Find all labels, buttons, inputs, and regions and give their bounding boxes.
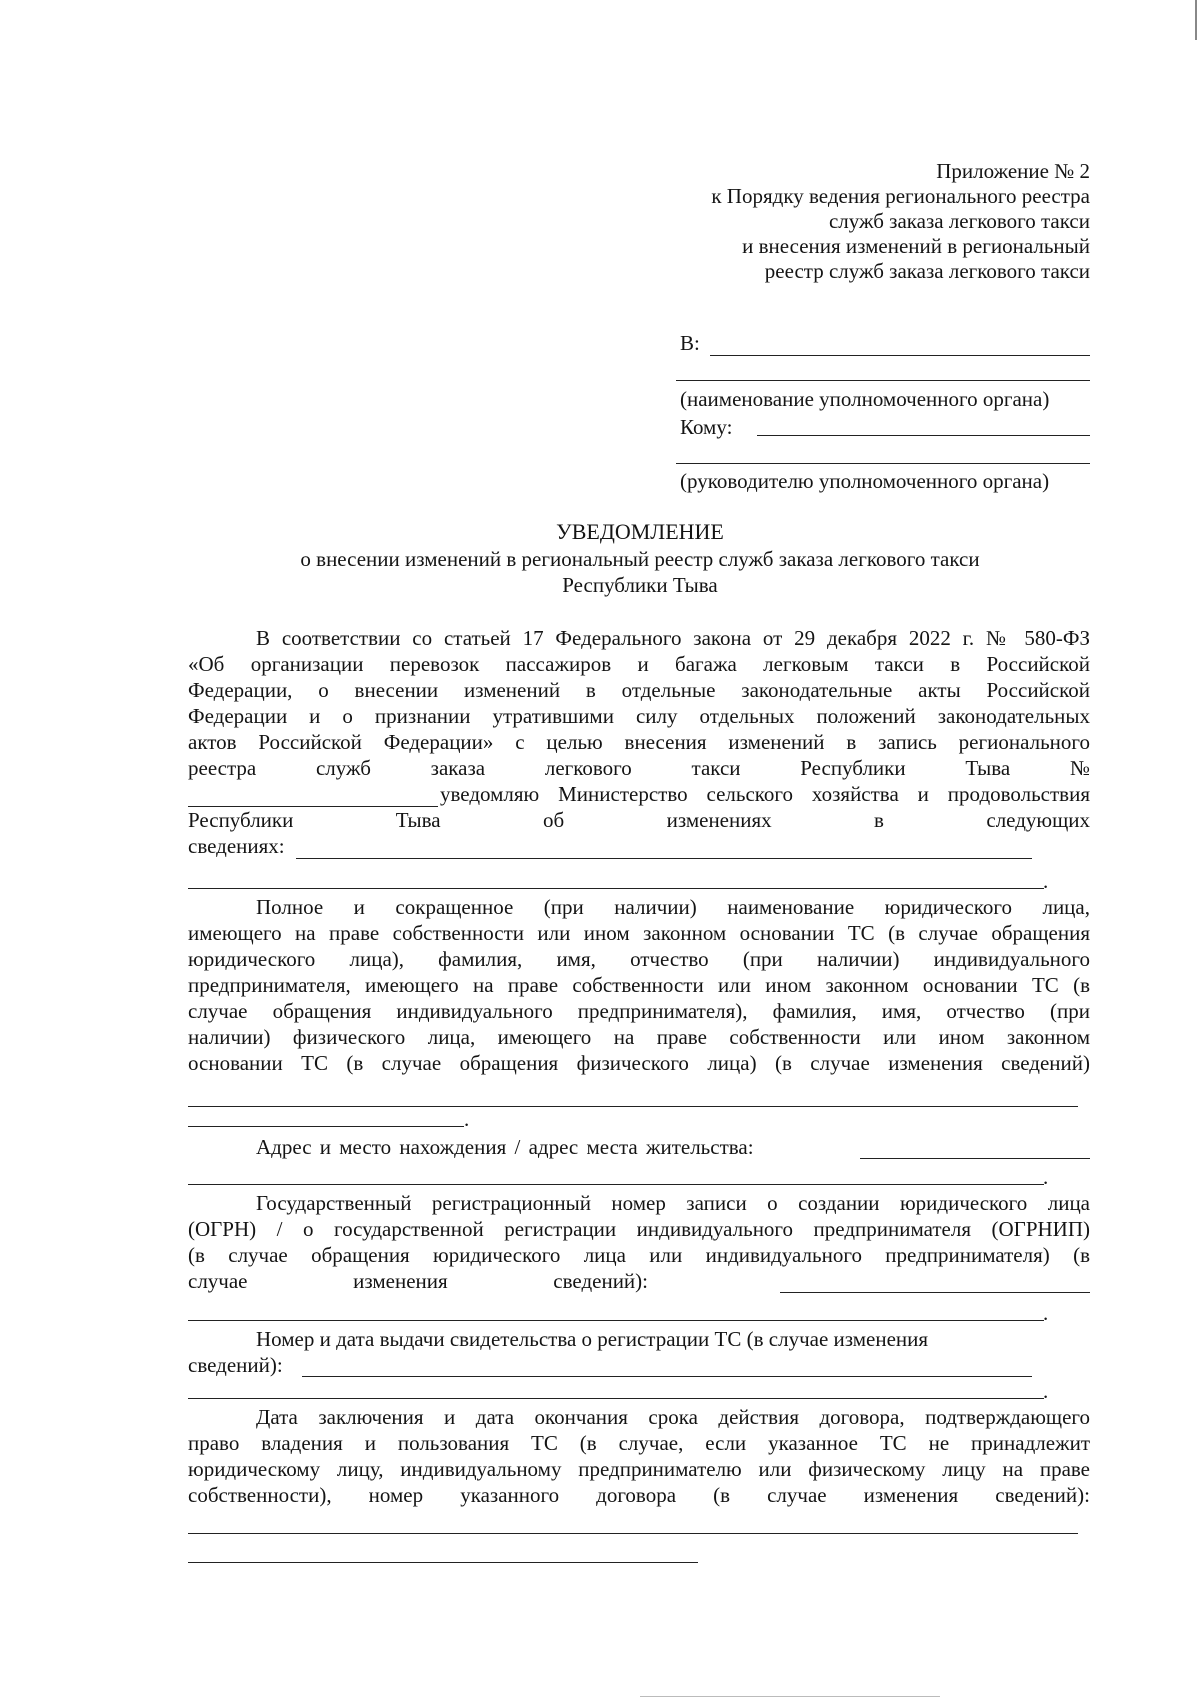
contract-line: юридическому лицу, индивидуальному предпринимателю или физическому лицу на праве (188, 1457, 1090, 1481)
owner-field[interactable] (188, 1106, 1078, 1107)
intro-line: уведомляю Министерство сельского хозяйства и продовольствия (440, 782, 1090, 806)
document-title: УВЕДОМЛЕНИЕ (556, 519, 724, 544)
ogrn-line: случае изменения сведений): (188, 1269, 648, 1293)
address-label: Адрес и место нахождения / адрес места жительства: (256, 1135, 754, 1159)
owner-field-continued[interactable] (188, 1126, 464, 1127)
to-field-continued[interactable] (676, 380, 1090, 381)
ogrn-line: Государственный регистрационный номер записи о создании юридического лица (256, 1191, 1090, 1215)
to-label: В: (680, 331, 700, 355)
appendix-line: и внесения изменений в региональный (742, 234, 1090, 258)
address-field[interactable] (860, 1158, 1090, 1159)
address-field-continued[interactable] (188, 1184, 1044, 1185)
changes-field-continued[interactable] (188, 888, 1044, 889)
document-subtitle: Республики Тыва (562, 573, 718, 597)
intro-line: «Об организации перевозок пассажиров и багажа легковым такси в Российской (188, 652, 1090, 676)
owner-line: случае обращения индивидуального предпринимателя), фамилия, имя, отчество (при (188, 999, 1090, 1023)
certificate-field-continued[interactable] (188, 1398, 1044, 1399)
period: . (1043, 1165, 1049, 1189)
intro-line: Федерации и о признании утратившими силу отдельных положений законодательных (188, 704, 1090, 728)
intro-line: сведениях: (188, 834, 285, 858)
owner-line: имеющего на праве собственности или ином законном основании ТС (в случае обращения (188, 921, 1090, 945)
ogrn-line: (ОГРН) / о государственной регистрации индивидуального предпринимателя (ОГРНИП) (188, 1217, 1090, 1241)
owner-line: предпринимателя, имеющего на праве собственности или ином законном основании ТС (в (188, 973, 1090, 997)
period: . (1043, 1301, 1049, 1325)
intro-line: реестра служб заказа легкового такси Республики Тыва № (188, 756, 1090, 780)
whom-label: Кому: (680, 415, 733, 439)
certificate-line: Номер и дата выдачи свидетельства о регистрации ТС (в случае изменения (256, 1327, 929, 1351)
owner-line: Полное и сокращенное (при наличии) наименование юридического лица, (256, 895, 1090, 919)
period: . (1043, 1379, 1049, 1403)
certificate-field[interactable] (302, 1376, 1032, 1377)
intro-line: актов Российской Федерации» с целью внесения изменений в запись регионального (188, 730, 1090, 754)
changes-field[interactable] (296, 858, 1032, 859)
appendix-line: к Порядку ведения регионального реестра (711, 184, 1090, 208)
to-caption: (наименование уполномоченного органа) (680, 387, 1050, 411)
intro-line: Федерации, о внесении изменений в отдельные законодательные акты Российской (188, 678, 1090, 702)
to-field[interactable] (710, 355, 1090, 356)
document-subtitle: о внесении изменений в региональный реестр служб заказа легкового такси (300, 547, 980, 571)
contract-field-continued[interactable] (188, 1562, 698, 1563)
contract-field[interactable] (188, 1533, 1078, 1534)
intro-line: Республики Тыва об изменениях в следующих (188, 808, 1090, 832)
intro-line: В соответствии со статьей 17 Федерального закона от 29 декабря 2022 г. № 580-ФЗ (256, 626, 1090, 650)
owner-line: наличии) физического лица, имеющего на праве собственности или ином законном (188, 1025, 1090, 1049)
owner-line: основании ТС (в случае обращения физического лица) (в случае изменения сведений) (188, 1051, 1090, 1075)
contract-line: право владения и пользования ТС (в случае, если указанное ТС не принадлежит (188, 1431, 1090, 1455)
whom-field-continued[interactable] (676, 463, 1090, 464)
scan-edge-mark (1195, 0, 1197, 40)
contract-line: Дата заключения и дата окончания срока действия договора, подтверждающего (256, 1405, 1090, 1429)
ogrn-field-continued[interactable] (188, 1320, 1044, 1321)
appendix-line: реестр служб заказа легкового такси (764, 259, 1090, 283)
whom-caption: (руководителю уполномоченного органа) (680, 469, 1050, 493)
appendix-number: Приложение № 2 (936, 159, 1090, 183)
scan-bottom-mark (640, 1696, 940, 1697)
appendix-line: служб заказа легкового такси (828, 209, 1090, 233)
ogrn-field[interactable] (780, 1292, 1090, 1293)
period: . (464, 1107, 470, 1131)
contract-line: собственности), номер указанного договора (в случае изменения сведений): (188, 1483, 1090, 1507)
owner-line: юридического лица), фамилия, имя, отчество (при наличии) индивидуального (188, 947, 1090, 971)
period: . (1043, 869, 1049, 893)
certificate-line: сведений): (188, 1353, 283, 1377)
whom-field[interactable] (757, 435, 1090, 436)
ogrn-line: (в случае обращения юридического лица или индивидуального предпринимателя) (в (188, 1243, 1090, 1267)
